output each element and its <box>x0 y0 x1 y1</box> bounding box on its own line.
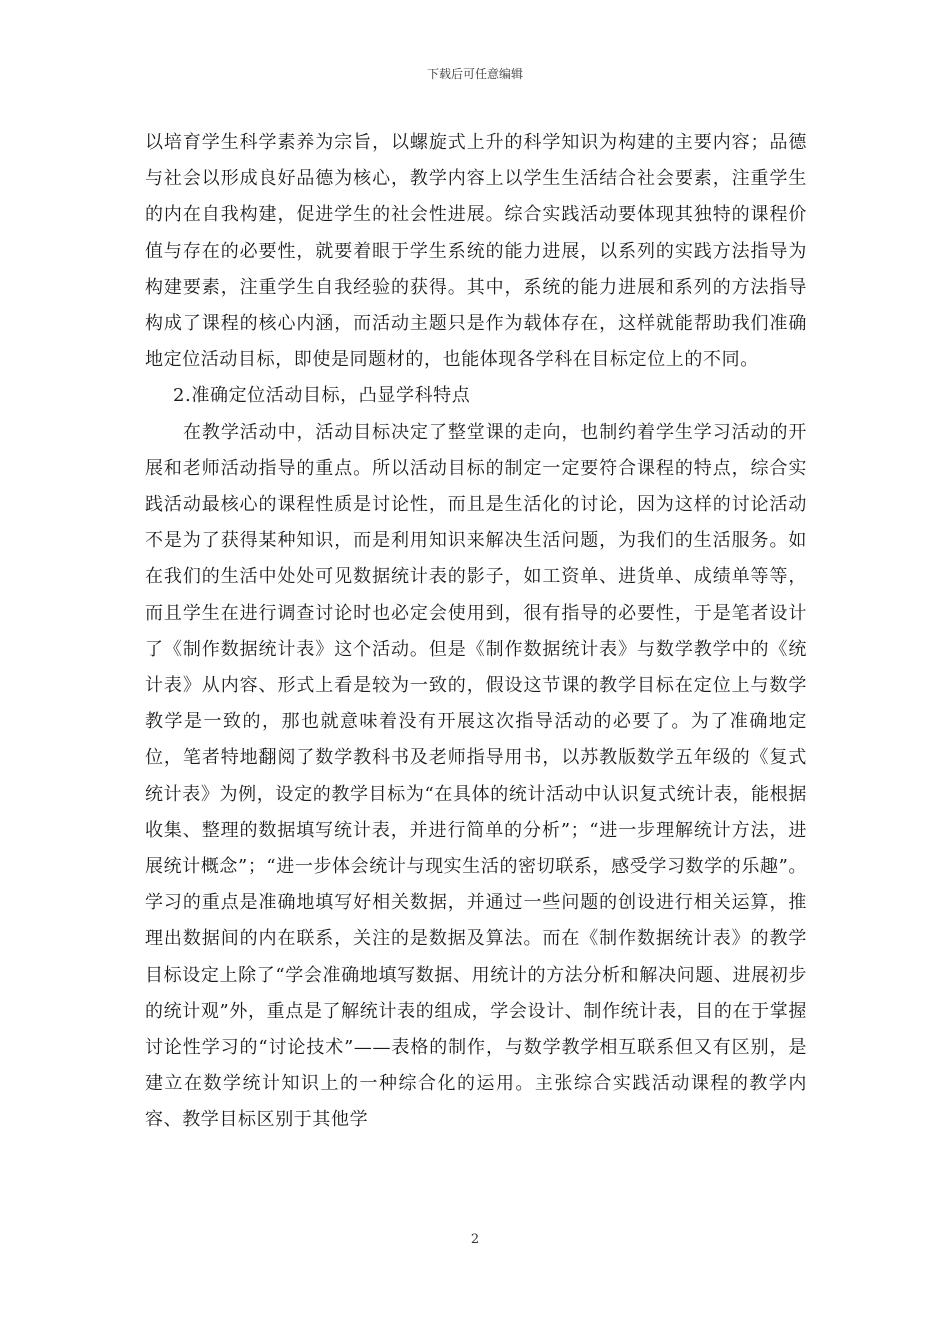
page-footer <box>0 1232 950 1248</box>
page-number: 2 <box>470 1232 480 1247</box>
section-heading: 2.准确定位活动目标，凸显学科特点 <box>173 385 471 407</box>
paragraph: 在教学活动中，活动目标决定了整堂课的走向，也制约着学生学习活动的开展和老师活动指导的重点。所以活动目标的制定一定要符合课程的特点，综合实践活动最核心的课程性质是讨论性，而且是生活化的讨论，因为这样的讨论活动不是为了获得某种知识，而是利用知识来解决生活问题，为我们的生活服务。如在我们的生活中处处可见数据统计表的影子，如工资单、进货单、成绩单等等，而且学生在进行调查讨论时也必定会使用到，很有指导的必要性，于是笔者设计了《制作数据统计表》这个活动。但是《制作数据统计表》与数学教学中的《统计表》从内容、形式上看是较为一致的，假设这节课的教学目标在定位上与数学教学是一致的，那也就意味着没有开展这次指导活动的必要了。为了准确地定位，笔者特地翻阅了数学教科书及老师指导用书，以苏教版数学五年级的《复式统计表》为例，设定的教学目标为“在具体的统计活动中认识复式统计表，能根据收集、整理的数据填写统计表，并进行简单的分析”；“进一步理解统计方法，进展统计概念”；“进一步体会统计与现实生活的密切联系，感受学习数学的乐趣”。学习的重点是准确地填写好相关数据，并通过一些问题的创设进行相关运算，推理出数据间的内在联系，关注的是数据及算法。而在《制作数据统计表》的教学目标设定上除了“学会准确地填写数据、用统计的方法分析和解决问题、进展初步的统计观”外，重点是了解统计表的组成，学会设计、制作统计表，目的在于掌握讨论性学习的“讨论技术”——表格的制作，与数学教学相互联系但又有区别，是建立在数学统计知识上的一种综合化的运用。主张综合实践活动课程的教学内容、教学目标区别于其他学 <box>145 421 807 1131</box>
paragraph-continuation: 以培育学生科学素养为宗旨，以螺旋式上升的科学知识为构建的主要内容；品德与社会以形成良好品德为核心，教学内容上以学生生活结合社会要素，注重学生的内在自我构建，促进学生的社会性进展。综合实践活动要体现其独特的课程价值与存在的必要性，就要着眼于学生系统的能力进展，以系列的实践方法指导为构建要素，注重学生自我经验的获得。其中，系统的能力进展和系列的方法指导构成了课程的核心内涵，而活动主题只是作为载体存在，这样就能帮助我们准确地定位活动目标，即使是同题材的，也能体现各学科在目标定位上的不同。 <box>145 132 807 371</box>
document-body <box>145 125 807 1139</box>
page-header <box>0 66 950 82</box>
header-text: 下载后可任意编辑 <box>426 67 523 81</box>
